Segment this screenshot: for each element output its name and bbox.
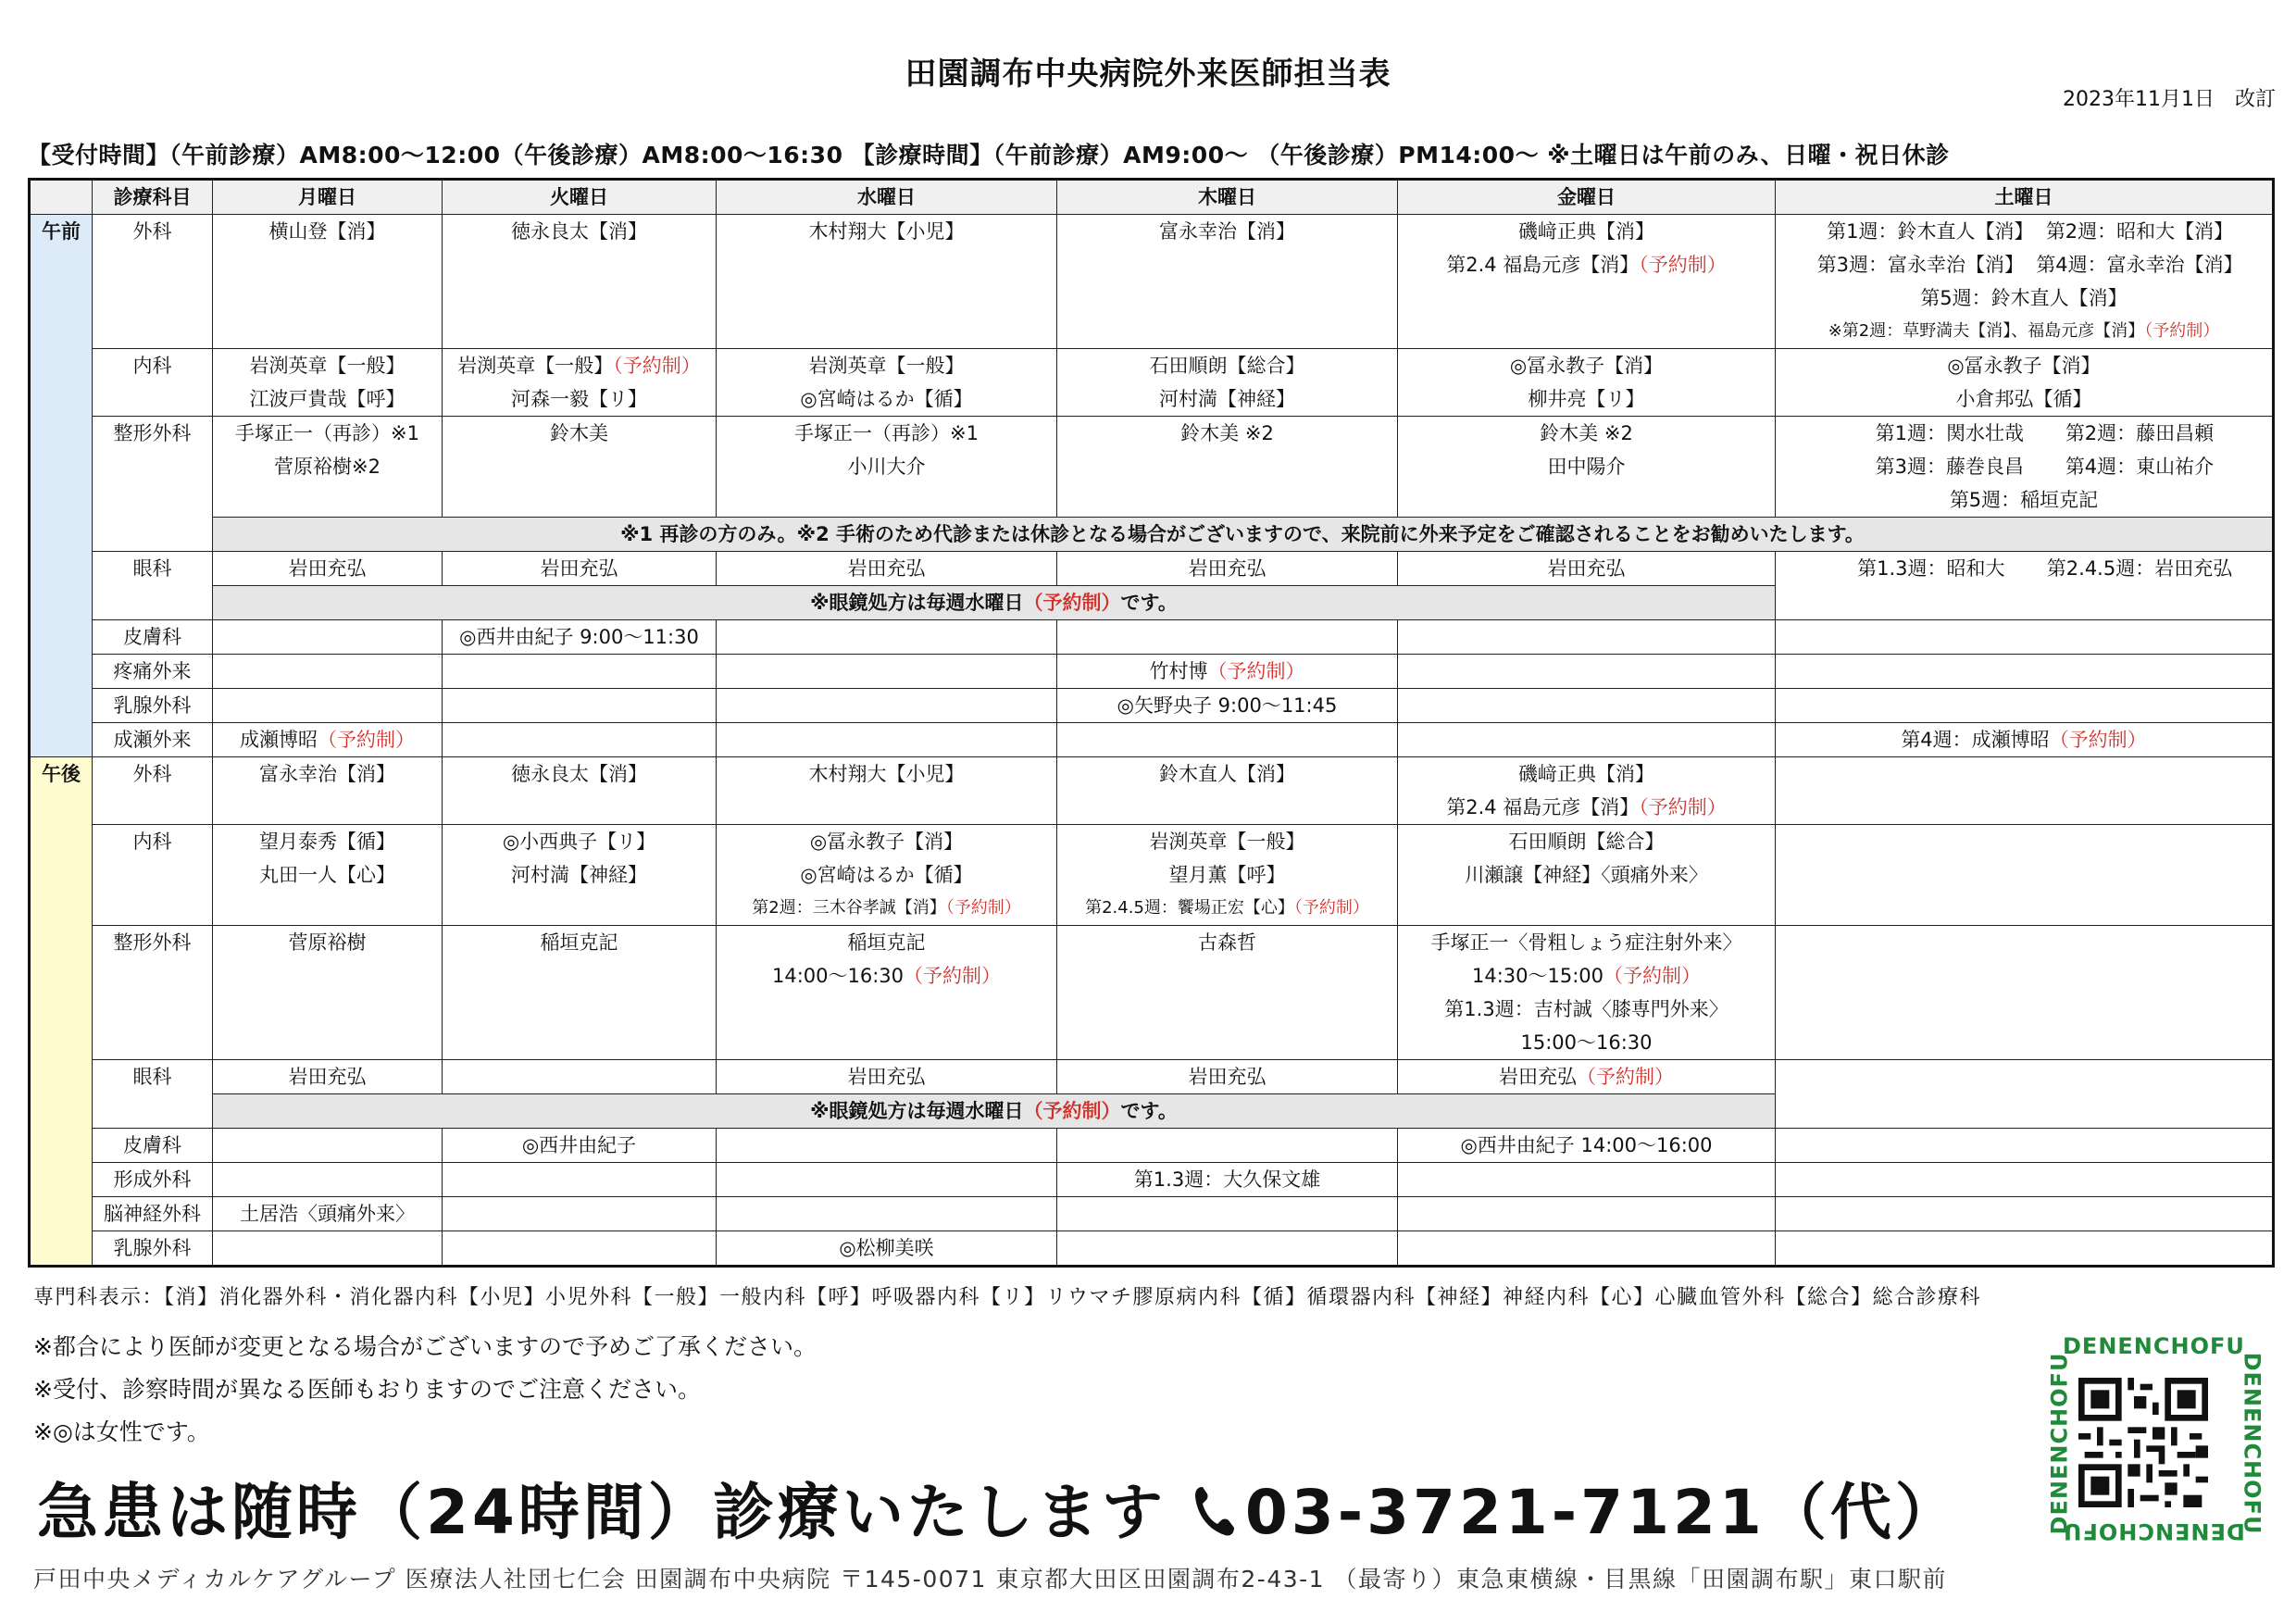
specialty-legend: 専門科表示：【消】消化器外科・消化器内科【小児】小児外科【一般】一般内科【呼】呼吸器内科【リ】リウマチ膠原病内科【循】循環器内科【神経】神経内科【心】心臓血管外科【総合】総合診療科 <box>33 1286 1982 1309</box>
doctor-name: 第2.4.5週：岩田充弘 <box>2046 557 2233 580</box>
table-cell <box>1057 1129 1398 1163</box>
table-cell <box>1776 1163 2274 1197</box>
reception-hours: 【受付時間】（午前診療）AM8:00～12:00（午後診療）AM8:00～16:30 【診療時間】（午前診療）AM9:00～ （午後診療）PM14:00～ ※土曜日は午前のみ、日曜・祝日休診 <box>28 142 1950 169</box>
dept-cell: 皮膚科 <box>93 1129 213 1163</box>
table-cell <box>717 1197 1057 1231</box>
table-cell <box>213 417 443 518</box>
table-cell <box>443 1060 717 1094</box>
doctor-line: 第5週：鈴木直人【消】 <box>1920 287 2128 309</box>
doctor-line: 鈴木美 ※2 <box>1180 422 1274 444</box>
header-thu: 木曜日 <box>1057 180 1398 215</box>
table-cell: 岩田充弘 <box>717 552 1057 586</box>
doctor-line <box>1402 248 1771 281</box>
reservation-tag: （予約制） <box>2049 729 2147 751</box>
doctor-line: 河村満【神経】 <box>511 864 647 886</box>
qr-text-bottom: DENENCHOFU <box>2063 1518 2245 1544</box>
table-cell <box>717 926 1057 1060</box>
table-cell: 岩田充弘 <box>1057 1060 1398 1094</box>
doctor-name: 第1週：関水壮哉 <box>1875 422 2024 444</box>
reservation-tag: （予約制） <box>1023 1100 1121 1122</box>
table-cell: 木村翔大【小児】 <box>717 757 1057 825</box>
glasses-note <box>213 1094 1776 1129</box>
table-cell: ◎矢野央子 9:00～11:45 <box>1057 689 1398 723</box>
page-title: 田園調布中央病院外来医師担当表 <box>905 56 1391 93</box>
qr-code-icon[interactable] <box>2078 1378 2208 1507</box>
table-cell <box>1776 1129 2274 1163</box>
table-cell <box>1776 689 2274 723</box>
doctor-line: ◎宮崎はるか【循】 <box>800 388 973 410</box>
doctor-line: 河森一毅【リ】 <box>511 388 647 410</box>
reservation-tag: （予約制） <box>904 965 1002 987</box>
doctor-line: 石田順朗【総合】 <box>1508 831 1665 853</box>
table-cell <box>1057 417 1398 518</box>
table-cell <box>1776 620 2274 655</box>
table-cell <box>1398 1231 1776 1267</box>
table-cell <box>1398 757 1776 825</box>
reservation-tag: （予約制） <box>1577 1066 1674 1088</box>
doctor-line <box>1061 892 1393 925</box>
qr-text-top: DENENCHOFU <box>2063 1333 2245 1359</box>
dept-cell: 外科 <box>93 215 213 349</box>
table-cell <box>1057 1197 1398 1231</box>
note-line: ※都合により医師が変更となる場合がございますので予めご了承ください。 <box>33 1333 817 1360</box>
table-cell: 土居浩〈頭痛外来〉 <box>213 1197 443 1231</box>
doctor-name: 竹村博 <box>1149 660 1208 682</box>
dept-cell: 内科 <box>93 825 213 926</box>
table-cell <box>717 689 1057 723</box>
table-cell <box>1776 825 2274 926</box>
doctor-line: 石田順朗【総合】 <box>1149 355 1305 377</box>
table-cell <box>1398 723 1776 757</box>
reservation-tag: （予約制） <box>945 898 1021 918</box>
header-row <box>30 180 2274 215</box>
am-label: 午前 <box>30 215 93 757</box>
table-cell <box>1776 723 2274 757</box>
glasses-note <box>213 586 1776 620</box>
table-row <box>30 926 2274 1060</box>
doctor-name: 第2週：昭和大【消】 <box>2045 220 2234 243</box>
table-cell: 古森哲 <box>1057 926 1398 1060</box>
table-cell <box>1057 620 1398 655</box>
doctor-name: 岩渕英章【一般】 <box>457 355 614 377</box>
header-fri: 金曜日 <box>1398 180 1776 215</box>
header-mon: 月曜日 <box>213 180 443 215</box>
table-cell <box>1398 655 1776 689</box>
doctor-line: 15:00～16:30 <box>1520 1031 1653 1054</box>
time-range: 14:30～15:00 <box>1471 965 1604 987</box>
dept-cell: 形成外科 <box>93 1163 213 1197</box>
doctor-line: ◎冨永教子【消】 <box>809 831 964 853</box>
reservation-tag: （予約制） <box>1639 254 1727 276</box>
doctor-line: 岩渕英章【一般】 <box>808 355 965 377</box>
pm-label: 午後 <box>30 757 93 1267</box>
table-row <box>30 349 2274 417</box>
doctor-name: 第1週：鈴木直人【消】 <box>1827 220 2034 243</box>
table-cell <box>1057 723 1398 757</box>
table-row <box>30 655 2274 689</box>
note-line: ※◎は女性です。 <box>33 1418 210 1445</box>
header-wed: 水曜日 <box>717 180 1057 215</box>
table-cell <box>213 1129 443 1163</box>
table-cell: 岩田充弘 <box>443 552 717 586</box>
doctor-line: 鈴木美 <box>550 422 608 444</box>
doctor-line: 第5週：稲垣克記 <box>1949 489 2099 511</box>
table-cell: 徳永良太【消】 <box>443 757 717 825</box>
reservation-tag: （予約制） <box>613 355 701 377</box>
table-cell: ◎西井由紀子 9:00～11:30 <box>443 620 717 655</box>
table-row <box>30 1129 2274 1163</box>
note-line: ※受付、診察時間が異なる医師もおりますのでご注意ください。 <box>33 1376 701 1403</box>
table-cell: ◎松柳美咲 <box>717 1231 1057 1267</box>
table-cell: 徳永良太【消】 <box>443 215 717 349</box>
note-text: です。 <box>1120 1100 1178 1122</box>
doctor-line: 丸田一人【心】 <box>259 864 395 886</box>
table-cell <box>1776 1231 2274 1267</box>
table-row <box>30 215 2274 349</box>
doctor-line <box>720 959 1053 993</box>
doctor-line: 田中陽介 <box>1547 456 1626 478</box>
table-cell: 第1.3週：大久保文雄 <box>1057 1163 1398 1197</box>
table-cell <box>1398 825 1776 926</box>
reservation-tag: （予約制） <box>2144 321 2220 341</box>
table-cell <box>717 825 1057 926</box>
dept-cell: 内科 <box>93 349 213 417</box>
table-row <box>30 1060 2274 1094</box>
table-cell <box>443 723 717 757</box>
reservation-tag: （予約制） <box>318 729 415 751</box>
table-row <box>30 620 2274 655</box>
table-row <box>30 417 2274 518</box>
doctor-line: ◎冨永教子【消】 <box>1947 355 2101 377</box>
table-cell <box>443 689 717 723</box>
table-cell <box>1776 757 2274 825</box>
doctor-line: 手塚正一（再診）※1 <box>794 422 979 444</box>
table-row <box>30 518 2274 552</box>
table-cell <box>213 1231 443 1267</box>
table-cell <box>213 689 443 723</box>
doctor-line: 第1.3週：吉村誠〈膝専門外来〉 <box>1444 998 1728 1020</box>
table-cell: 岩田充弘 <box>1057 552 1398 586</box>
doctor-line: 江波戸貴哉【呼】 <box>249 388 406 410</box>
doctor-name: 第2.4 福島元彦【消】 <box>1446 796 1640 818</box>
table-cell: 富永幸治【消】 <box>213 757 443 825</box>
table-cell <box>443 825 717 926</box>
doctor-name: 第2週：三木谷孝誠【消】 <box>752 898 946 918</box>
table-cell <box>1057 349 1398 417</box>
table-cell <box>443 655 717 689</box>
doctor-line: ◎宮崎はるか【循】 <box>800 864 973 886</box>
dept-cell: 乳腺外科 <box>93 1231 213 1267</box>
table-cell <box>1398 215 1776 349</box>
doctor-line: 柳井亮【リ】 <box>1528 388 1645 410</box>
doctor-line <box>1779 315 2268 348</box>
table-row <box>30 1163 2274 1197</box>
table-cell <box>1398 417 1776 518</box>
doctor-name: 第3週：藤巻良昌 <box>1875 456 2024 478</box>
dept-cell: 整形外科 <box>93 417 213 552</box>
table-row <box>30 689 2274 723</box>
doctor-line: 望月薫【呼】 <box>1168 864 1286 886</box>
note-text: ※眼鏡処方は毎週水曜日 <box>810 592 1024 614</box>
table-cell <box>1776 215 2274 349</box>
note-text: です。 <box>1120 592 1178 614</box>
table-cell <box>1057 825 1398 926</box>
doctor-name: 第4週：成瀬博昭 <box>1901 729 2050 751</box>
table-cell <box>717 1163 1057 1197</box>
doctor-line <box>446 349 712 382</box>
table-cell <box>717 723 1057 757</box>
table-cell <box>443 1197 717 1231</box>
table-cell <box>1776 926 2274 1060</box>
doctor-name: 第4週：富永幸治【消】 <box>2036 254 2243 276</box>
table-cell: 岩田充弘 <box>213 552 443 586</box>
table-cell <box>717 349 1057 417</box>
table-cell <box>1776 349 2274 417</box>
table-row <box>30 1197 2274 1231</box>
table-cell <box>1776 655 2274 689</box>
header-dept: 診療科目 <box>93 180 213 215</box>
emergency-text: 急患は随時（24時間）診療いたします <box>37 1477 1167 1548</box>
schedule-table <box>28 178 2275 1268</box>
table-cell: 木村翔大【小児】 <box>717 215 1057 349</box>
table-cell <box>1398 1197 1776 1231</box>
revision-date: 2023年11月1日 改訂 <box>2063 88 2276 111</box>
table-cell <box>717 655 1057 689</box>
table-cell <box>717 417 1057 518</box>
doctor-line: ◎冨永教子【消】 <box>1509 355 1664 377</box>
doctor-line: 稲垣克記 <box>847 931 926 954</box>
doctor-name: ※第2週：草野満夫【消】、福島元彦【消】 <box>1828 321 2145 341</box>
phone-number[interactable]: 03-3721-7121（代） <box>1244 1477 1960 1548</box>
doctor-line: 川瀬譲【神経】〈頭痛外来〉 <box>1465 864 1708 886</box>
doctor-name: 成瀬博昭 <box>240 729 318 751</box>
qr-text-left: DENENCHOFU <box>2046 1352 2073 1535</box>
table-row <box>30 723 2274 757</box>
reservation-tag: （予約制） <box>1207 660 1305 682</box>
table-cell <box>213 825 443 926</box>
doctor-line: 小川大介 <box>847 456 926 478</box>
table-cell <box>213 1163 443 1197</box>
dept-cell: 整形外科 <box>93 926 213 1060</box>
table-cell <box>717 1129 1057 1163</box>
table-cell <box>213 349 443 417</box>
doctor-line: 岩渕英章【一般】 <box>1149 831 1305 853</box>
table-cell <box>1398 1060 1776 1094</box>
table-row <box>30 1231 2274 1267</box>
table-cell: 岩田充弘 <box>213 1060 443 1094</box>
doctor-name: 第2週：藤田昌頼 <box>2065 422 2215 444</box>
doctor-name: 第2.4.5週：饗場正宏【心】 <box>1085 898 1294 918</box>
table-cell <box>1398 349 1776 417</box>
doctor-line: 小倉邦弘【循】 <box>1955 388 2092 410</box>
table-cell <box>443 1163 717 1197</box>
table-cell: 横山登【消】 <box>213 215 443 349</box>
reservation-tag: （予約制） <box>1293 898 1369 918</box>
doctor-line: 岩渕英章【一般】 <box>249 355 406 377</box>
table-cell <box>1398 926 1776 1060</box>
doctor-line: 菅原裕樹※2 <box>274 456 381 478</box>
emergency-banner <box>37 1463 1960 1551</box>
dept-cell: 皮膚科 <box>93 620 213 655</box>
doctor-line <box>1402 791 1771 824</box>
table-cell <box>717 620 1057 655</box>
header-tue: 火曜日 <box>443 180 717 215</box>
phone-icon <box>1192 1483 1236 1539</box>
reservation-tag: （予約制） <box>1603 965 1702 987</box>
table-cell <box>1057 1231 1398 1267</box>
dept-cell: 乳腺外科 <box>93 689 213 723</box>
doctor-line <box>1779 450 2268 483</box>
doctor-line: 手塚正一（再診）※1 <box>235 422 419 444</box>
doctor-line <box>1402 959 1771 993</box>
doctor-line: 磯﨑正典【消】 <box>1518 763 1654 785</box>
dept-cell: 眼科 <box>93 1060 213 1129</box>
doctor-name: 第2.4 福島元彦【消】 <box>1446 254 1640 276</box>
note-text: ※眼鏡処方は毎週水曜日 <box>810 1100 1024 1122</box>
table-row <box>30 757 2274 825</box>
table-cell: 鈴木直人【消】 <box>1057 757 1398 825</box>
doctor-line: 磯﨑正典【消】 <box>1518 220 1654 243</box>
dept-cell: 眼科 <box>93 552 213 620</box>
dept-cell: 成瀬外来 <box>93 723 213 757</box>
table-cell <box>1776 1060 2274 1129</box>
table-cell <box>1057 655 1398 689</box>
seikei-note: ※1 再診の方のみ。※2 手術のため代診または休診となる場合がございますので、来院前に外来予定をご確認されることをお勧めいたします。 <box>213 518 2274 552</box>
doctor-name: 第1.3週：昭和大 <box>1857 557 2005 580</box>
doctor-name: 第4週：東山祐介 <box>2065 456 2215 478</box>
doctor-line <box>1779 417 2268 450</box>
doctor-name: 第3週：富永幸治【消】 <box>1816 254 2024 276</box>
dept-cell: 疼痛外来 <box>93 655 213 689</box>
header-blank <box>30 180 93 215</box>
qr-text-right: DENENCHOFU <box>2239 1352 2265 1535</box>
table-cell <box>213 655 443 689</box>
table-cell <box>443 417 717 518</box>
table-cell: 富永幸治【消】 <box>1057 215 1398 349</box>
dept-cell: 外科 <box>93 757 213 825</box>
table-cell <box>1776 1197 2274 1231</box>
table-cell: 稲垣克記 <box>443 926 717 1060</box>
table-cell: 岩田充弘 <box>717 1060 1057 1094</box>
doctor-name: 岩田充弘 <box>1499 1066 1577 1088</box>
doctor-line: ◎小西典子【リ】 <box>502 831 656 853</box>
doctor-line <box>1779 215 2268 248</box>
dept-cell: 脳神経外科 <box>93 1197 213 1231</box>
table-cell <box>213 620 443 655</box>
reservation-tag: （予約制） <box>1639 796 1727 818</box>
notes-block <box>33 1326 817 1454</box>
reservation-tag: （予約制） <box>1023 592 1121 614</box>
doctor-line: 望月泰秀【循】 <box>259 831 395 853</box>
doctor-line: 河村満【神経】 <box>1159 388 1295 410</box>
table-cell <box>443 1231 717 1267</box>
table-cell <box>1776 552 2274 620</box>
doctor-line: 手塚正一〈骨粗しょう症注射外来〉 <box>1430 931 1742 954</box>
table-cell <box>1776 417 2274 518</box>
table-cell: 岩田充弘 <box>1398 552 1776 586</box>
header-sat: 土曜日 <box>1776 180 2274 215</box>
table-cell <box>1398 620 1776 655</box>
table-row <box>30 825 2274 926</box>
doctor-line <box>720 892 1053 925</box>
table-cell: ◎西井由紀子 14:00～16:00 <box>1398 1129 1776 1163</box>
table-cell: 菅原裕樹 <box>213 926 443 1060</box>
table-cell <box>1398 689 1776 723</box>
table-cell: ◎西井由紀子 <box>443 1129 717 1163</box>
doctor-line <box>1779 248 2268 281</box>
doctor-line: 鈴木美 ※2 <box>1540 422 1633 444</box>
table-cell <box>443 349 717 417</box>
hospital-footer: 戸田中央メディカルケアグループ 医療法人社団七仁会 田園調布中央病院 〒145-0071 東京都大田区田園調布2-43-1 （最寄り）東急東横線・目黒線「田園調布駅」東口駅前 <box>33 1566 1948 1593</box>
table-row <box>30 552 2274 586</box>
table-cell <box>1398 1163 1776 1197</box>
time-range: 14:00～16:30 <box>771 965 905 987</box>
table-cell <box>213 723 443 757</box>
